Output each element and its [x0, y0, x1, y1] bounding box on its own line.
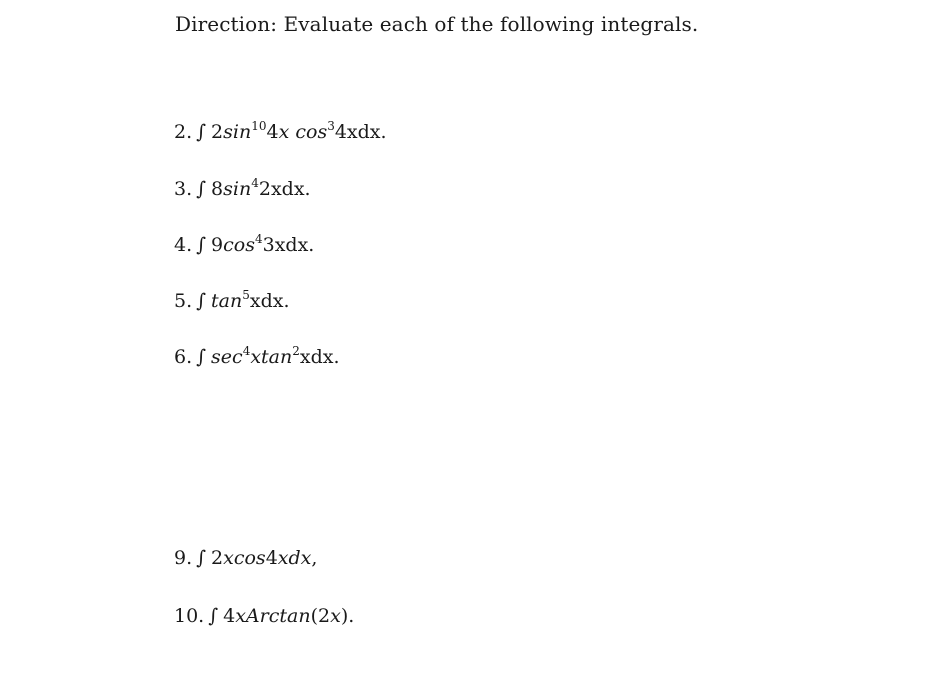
integrand	[223, 605, 354, 627]
problem-number: 9.	[174, 547, 193, 569]
math-term: x	[278, 121, 290, 143]
exponent: 4	[251, 176, 259, 190]
math-term: x	[330, 605, 341, 627]
integrand	[211, 234, 314, 256]
exponent: 10	[251, 119, 267, 133]
math-term: xcos	[223, 547, 266, 569]
integral-sign: ∫	[196, 121, 207, 143]
math-term: sec	[211, 346, 243, 368]
problem-3	[174, 178, 311, 200]
problem-number: 5.	[174, 290, 193, 312]
direction-heading: Direction: Evaluate each of the following integrals.	[175, 12, 699, 36]
math-term: ,	[311, 547, 318, 569]
problem-4	[174, 234, 314, 256]
problem-6	[174, 346, 340, 368]
math-term: 8	[211, 178, 224, 200]
problem-10	[174, 605, 354, 627]
math-term: xtan	[250, 346, 293, 368]
integral-sign: ∫	[196, 234, 207, 256]
math-term: sin	[223, 121, 252, 143]
problem-number: 6.	[174, 346, 193, 368]
integrand	[211, 346, 339, 368]
math-term: cos	[295, 121, 328, 143]
math-term: 4	[265, 547, 278, 569]
problem-9	[174, 547, 317, 569]
exponent: 5	[242, 288, 250, 302]
exponent: 3	[327, 119, 335, 133]
problem-5	[174, 290, 290, 312]
integrand	[211, 290, 289, 312]
problem-number: 10.	[174, 605, 205, 627]
math-term: 4	[266, 121, 279, 143]
math-term: 2xdx.	[258, 178, 311, 200]
math-term: xdx.	[249, 290, 290, 312]
exponent: 4	[242, 344, 251, 358]
integral-sign: ∫	[196, 178, 207, 200]
integral-sign: ∫	[196, 346, 207, 368]
math-term: 9	[211, 234, 224, 256]
math-term: sin	[223, 178, 252, 200]
math-term: (2	[310, 605, 331, 627]
integrand	[211, 547, 317, 569]
math-term: tan	[211, 290, 243, 312]
math-term: ).	[340, 605, 355, 627]
integral-sign: ∫	[196, 290, 207, 312]
problem-2	[174, 121, 387, 143]
problem-number: 4.	[174, 234, 193, 256]
math-term: xArctan	[235, 605, 311, 627]
math-term: 4	[223, 605, 236, 627]
problem-number: 2.	[174, 121, 193, 143]
math-term: 2	[211, 121, 224, 143]
exponent: 2	[292, 344, 300, 358]
math-term: 3xdx.	[262, 234, 315, 256]
integrand	[211, 178, 311, 200]
math-term: 4xdx.	[334, 121, 387, 143]
math-term: xdx.	[299, 346, 340, 368]
exponent: 4	[254, 232, 263, 246]
math-term: xdx	[277, 547, 312, 569]
math-term: cos	[223, 234, 255, 256]
math-term: 2	[211, 547, 224, 569]
problem-number: 3.	[174, 178, 193, 200]
integral-sign: ∫	[208, 605, 219, 627]
integrand	[211, 121, 387, 143]
integral-sign: ∫	[196, 547, 207, 569]
